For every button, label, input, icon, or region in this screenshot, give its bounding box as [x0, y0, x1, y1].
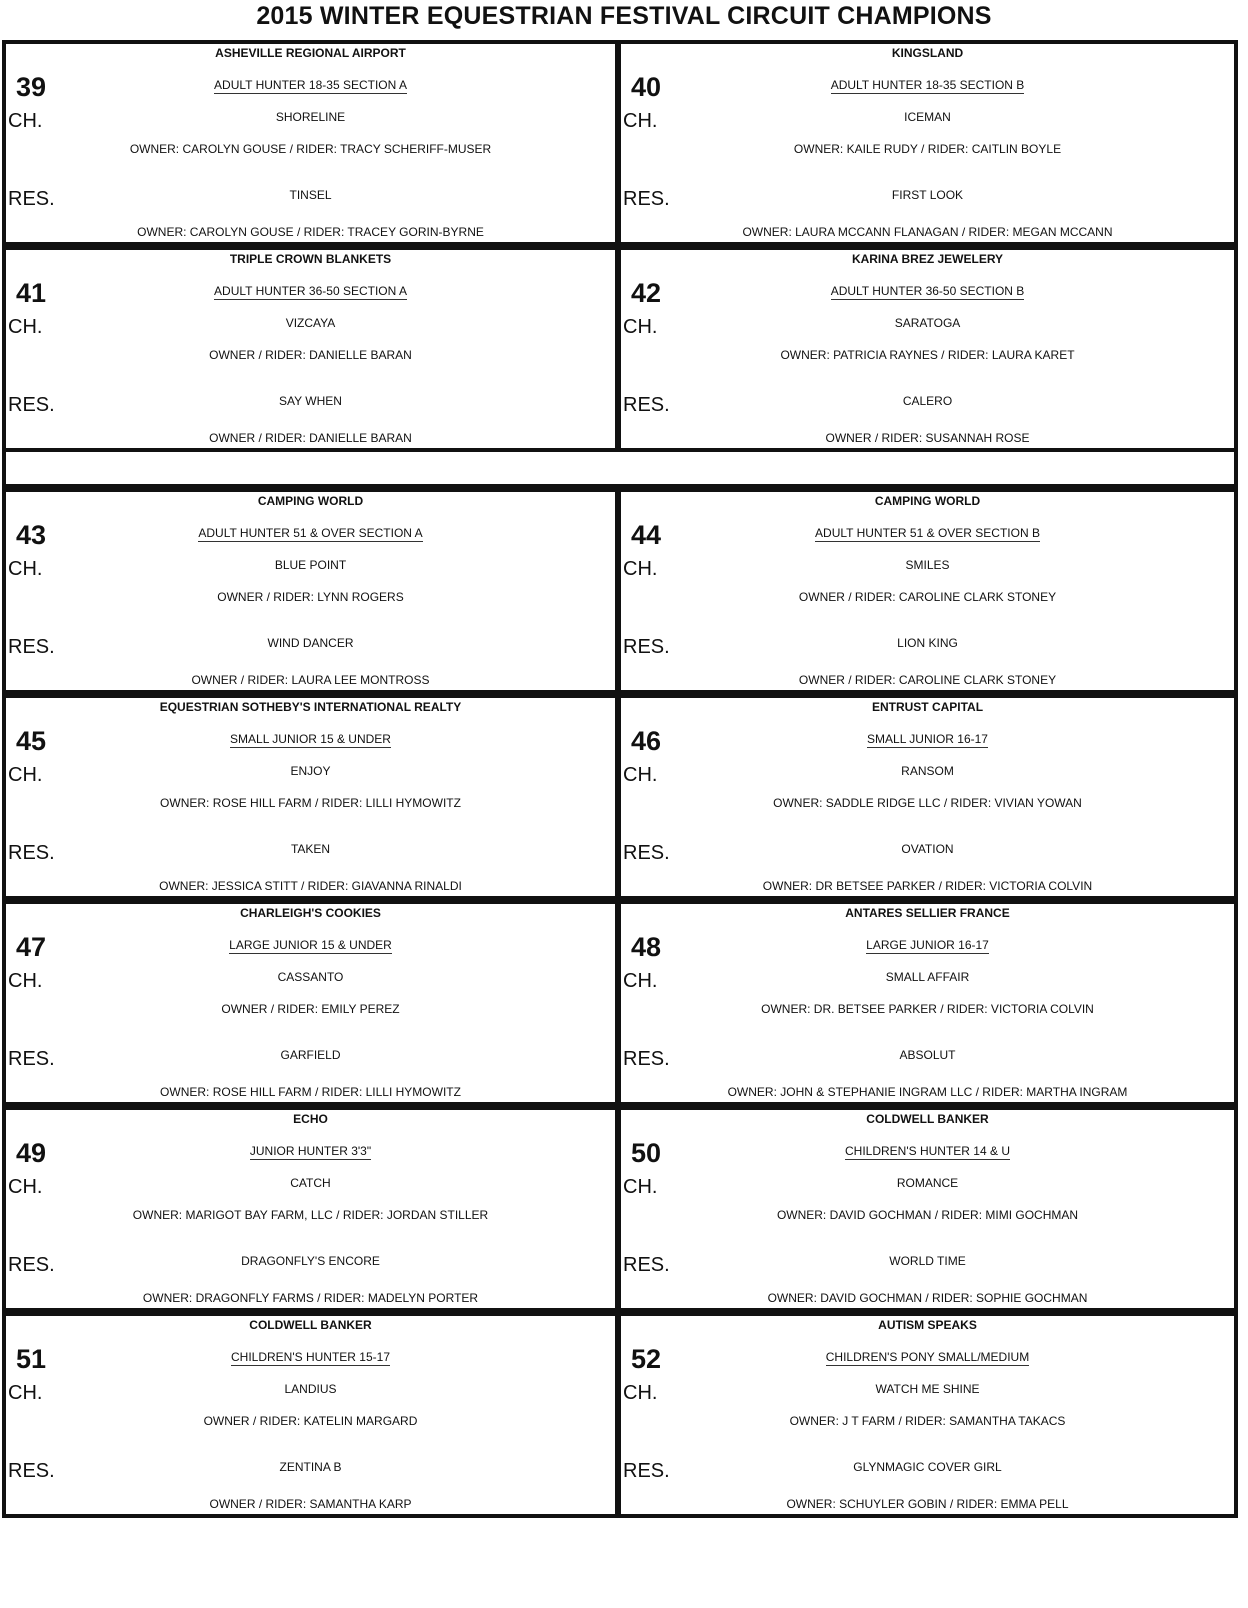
champion-owner-rider: OWNER / RIDER: CAROLINE CLARK STONEY [798, 590, 1057, 604]
reserve-label: RES. [8, 188, 55, 210]
reserve-label: RES. [8, 842, 55, 864]
reserve-horse: ZENTINA B [279, 1460, 342, 1474]
class-number: 51 [16, 1344, 47, 1374]
champion-horse: VIZCAYA [285, 316, 336, 330]
reserve-owner-rider: OWNER: DR BETSEE PARKER / RIDER: VICTORIA COLVIN [762, 878, 1093, 893]
reserve-horse: CALERO [902, 394, 953, 408]
reserve-label: RES. [623, 636, 670, 658]
champion-label: CH. [623, 558, 658, 580]
reserve-owner-rider: OWNER / RIDER: CAROLINE CLARK STONEY [798, 672, 1057, 687]
class-title-text: ADULT HUNTER 36-50 SECTION B [830, 284, 1025, 298]
reserve-horse: ABSOLUT [899, 1048, 956, 1062]
champion-label: CH. [8, 1176, 43, 1198]
class-title-text: ADULT HUNTER 18-35 SECTION A [214, 78, 407, 92]
reserve-horse: WIND DANCER [267, 636, 354, 650]
reserve-horse: OVATION [901, 842, 954, 856]
class-title [6, 938, 615, 952]
champion-horse: BLUE POINT [274, 558, 347, 572]
sponsor-name: ECHO [293, 1112, 328, 1126]
reserve-label: RES. [623, 842, 670, 864]
class-number: 52 [631, 1344, 662, 1374]
sponsor-name: EQUESTRIAN SOTHEBY'S INTERNATIONAL REALTY [159, 700, 462, 714]
champion-label: CH. [623, 1382, 658, 1404]
class-number: 50 [631, 1138, 662, 1168]
reserve-owner-rider: OWNER / RIDER: DANIELLE BARAN [209, 430, 412, 445]
table-row [2, 694, 1238, 900]
class-title-text: CHILDREN'S HUNTER 14 & U [845, 1144, 1010, 1158]
class-title-text: ADULT HUNTER 51 & OVER SECTION A [198, 526, 423, 540]
champion-owner-rider: OWNER / RIDER: KATELIN MARGARD [203, 1414, 418, 1428]
class-title [621, 284, 1234, 298]
class-title-text: CHILDREN'S PONY SMALL/MEDIUM [825, 1350, 1030, 1364]
reserve-owner-rider: OWNER / RIDER: SAMANTHA KARP [209, 1496, 412, 1511]
sponsor-name: ENTRUST CAPITAL [871, 700, 984, 714]
champion-horse: SARATOGA [894, 316, 961, 330]
champion-owner-rider: OWNER: SADDLE RIDGE LLC / RIDER: VIVIAN YOWAN [773, 796, 1082, 810]
class-title-text: ADULT HUNTER 36-50 SECTION A [214, 284, 407, 298]
reserve-owner-rider: OWNER: JESSICA STITT / RIDER: GIAVANNA RINALDI [159, 878, 462, 893]
champion-owner-rider: OWNER: DR. BETSEE PARKER / RIDER: VICTORIA COLVIN [761, 1002, 1094, 1016]
class-title [621, 526, 1234, 540]
class-title [6, 1144, 615, 1158]
reserve-horse: TAKEN [290, 842, 331, 856]
class-title [621, 1350, 1234, 1364]
entry-cell [617, 246, 1238, 452]
page-title: 2015 WINTER EQUESTRIAN FESTIVAL CIRCUIT CHAMPIONS [256, 2, 992, 30]
reserve-label: RES. [8, 394, 55, 416]
reserve-label: RES. [623, 1048, 670, 1070]
champion-label: CH. [623, 1176, 658, 1198]
class-title-text: ADULT HUNTER 18-35 SECTION B [830, 78, 1025, 92]
class-title [6, 1350, 615, 1364]
reserve-horse: FIRST LOOK [891, 188, 964, 202]
reserve-horse: WORLD TIME [889, 1254, 966, 1268]
class-title [6, 526, 615, 540]
champion-horse: ICEMAN [904, 110, 951, 124]
champion-owner-rider: OWNER: MARIGOT BAY FARM, LLC / RIDER: JORDAN STILLER [132, 1208, 489, 1222]
entry-cell [2, 40, 619, 246]
class-title [6, 284, 615, 298]
reserve-owner-rider: OWNER: DRAGONFLY FARMS / RIDER: MADELYN PORTER [142, 1290, 479, 1305]
table-row [2, 1106, 1238, 1312]
entry-cell [2, 1312, 619, 1518]
class-number: 40 [631, 72, 662, 102]
sponsor-name: COLDWELL BANKER [866, 1112, 989, 1126]
reserve-label: RES. [8, 1460, 55, 1482]
champion-horse: SHORELINE [275, 110, 346, 124]
champion-horse: LANDIUS [284, 1382, 337, 1396]
blank-divider-row [2, 452, 1238, 488]
reserve-horse: LION KING [897, 636, 958, 650]
sponsor-name: KINGSLAND [891, 46, 964, 60]
sponsor-name: CAMPING WORLD [257, 494, 364, 508]
reserve-label: RES. [623, 1460, 670, 1482]
class-title-text: LARGE JUNIOR 16-17 [866, 938, 989, 952]
table-row [2, 246, 1238, 452]
reserve-owner-rider: OWNER: DAVID GOCHMAN / RIDER: SOPHIE GOCHMAN [767, 1290, 1088, 1305]
table-row [2, 900, 1238, 1106]
sponsor-name: ASHEVILLE REGIONAL AIRPORT [215, 46, 406, 60]
entry-cell [2, 246, 619, 452]
class-number: 43 [16, 520, 47, 550]
class-number: 46 [631, 726, 662, 756]
reserve-owner-rider: OWNER: LAURA MCCANN FLANAGAN / RIDER: MEGAN MCCANN [742, 224, 1113, 239]
class-title-text: LARGE JUNIOR 15 & UNDER [229, 938, 392, 952]
entry-cell [617, 1312, 1238, 1518]
class-number: 47 [16, 932, 47, 962]
reserve-horse: SAY WHEN [279, 394, 342, 408]
class-title [6, 78, 615, 92]
reserve-label: RES. [8, 636, 55, 658]
champion-owner-rider: OWNER: PATRICIA RAYNES / RIDER: LAURA KARET [780, 348, 1075, 362]
reserve-horse: DRAGONFLY'S ENCORE [241, 1254, 380, 1268]
class-number: 41 [16, 278, 47, 308]
champion-horse: ROMANCE [896, 1176, 959, 1190]
champion-horse: SMALL AFFAIR [885, 970, 970, 984]
champion-label: CH. [623, 316, 658, 338]
champion-owner-rider: OWNER: ROSE HILL FARM / RIDER: LILLI HYMOWITZ [160, 796, 461, 810]
champion-owner-rider: OWNER / RIDER: EMILY PEREZ [221, 1002, 400, 1016]
reserve-owner-rider: OWNER: JOHN & STEPHANIE INGRAM LLC / RIDER: MARTHA INGRAM [727, 1084, 1128, 1099]
class-title-text: CHILDREN'S HUNTER 15-17 [231, 1350, 390, 1364]
champion-owner-rider: OWNER / RIDER: LYNN ROGERS [217, 590, 404, 604]
reserve-owner-rider: OWNER / RIDER: SUSANNAH ROSE [825, 430, 1030, 445]
class-title [621, 1144, 1234, 1158]
champion-label: CH. [623, 110, 658, 132]
class-title-text: ADULT HUNTER 51 & OVER SECTION B [815, 526, 1040, 540]
champion-label: CH. [8, 316, 43, 338]
sponsor-name: CAMPING WORLD [874, 494, 981, 508]
champion-horse: CASSANTO [277, 970, 344, 984]
sponsor-name: CHARLEIGH'S COOKIES [240, 906, 381, 920]
entry-cell [2, 900, 619, 1106]
entry-cell [617, 694, 1238, 900]
entry-cell [617, 1106, 1238, 1312]
class-number: 48 [631, 932, 662, 962]
table-row [2, 488, 1238, 694]
class-title [621, 732, 1234, 746]
reserve-label: RES. [623, 1254, 670, 1276]
champion-label: CH. [623, 970, 658, 992]
champions-table [2, 40, 1238, 1558]
reserve-horse: GARFIELD [280, 1048, 341, 1062]
champion-label: CH. [623, 764, 658, 786]
class-title [621, 938, 1234, 952]
champion-label: CH. [8, 558, 43, 580]
champion-label: CH. [8, 764, 43, 786]
class-number: 45 [16, 726, 47, 756]
table-row [2, 1312, 1238, 1518]
reserve-horse: GLYNMAGIC COVER GIRL [853, 1460, 1002, 1474]
champion-owner-rider: OWNER: J T FARM / RIDER: SAMANTHA TAKACS [789, 1414, 1066, 1428]
entry-cell [617, 40, 1238, 246]
class-title-text: SMALL JUNIOR 15 & UNDER [230, 732, 391, 746]
champion-horse: ENJOY [290, 764, 331, 778]
entry-cell [2, 1106, 619, 1312]
class-title-text: SMALL JUNIOR 16-17 [867, 732, 988, 746]
table-row [2, 40, 1238, 246]
reserve-owner-rider: OWNER: SCHUYLER GOBIN / RIDER: EMMA PELL [786, 1496, 1069, 1511]
reserve-label: RES. [8, 1048, 55, 1070]
class-number: 49 [16, 1138, 47, 1168]
champion-horse: RANSOM [901, 764, 954, 778]
entry-cell [2, 488, 619, 694]
entry-cell [617, 900, 1238, 1106]
reserve-owner-rider: OWNER: ROSE HILL FARM / RIDER: LILLI HYMOWITZ [160, 1084, 461, 1099]
sponsor-name: KARINA BREZ JEWELERY [851, 252, 1004, 266]
reserve-label: RES. [623, 394, 670, 416]
class-number: 44 [631, 520, 662, 550]
champion-horse: WATCH ME SHINE [875, 1382, 980, 1396]
champion-horse: CATCH [290, 1176, 331, 1190]
champion-label: CH. [8, 110, 43, 132]
reserve-owner-rider: OWNER / RIDER: LAURA LEE MONTROSS [191, 672, 430, 687]
champion-horse: SMILES [905, 558, 950, 572]
reserve-owner-rider: OWNER: CAROLYN GOUSE / RIDER: TRACEY GORIN-BYRNE [137, 224, 484, 239]
class-title [621, 78, 1234, 92]
entry-cell [2, 694, 619, 900]
class-title-text: JUNIOR HUNTER 3'3" [249, 1144, 372, 1158]
reserve-horse: TINSEL [289, 188, 332, 202]
class-number: 39 [16, 72, 47, 102]
class-number: 42 [631, 278, 662, 308]
reserve-label: RES. [8, 1254, 55, 1276]
sponsor-name: AUTISM SPEAKS [878, 1318, 977, 1332]
sponsor-name: COLDWELL BANKER [249, 1318, 372, 1332]
entry-cell [617, 488, 1238, 694]
champion-owner-rider: OWNER / RIDER: DANIELLE BARAN [209, 348, 412, 362]
reserve-label: RES. [623, 188, 670, 210]
sponsor-name: ANTARES SELLIER FRANCE [845, 906, 1010, 920]
champion-owner-rider: OWNER: CAROLYN GOUSE / RIDER: TRACY SCHERIFF-MUSER [129, 142, 492, 156]
champion-owner-rider: OWNER: KAILE RUDY / RIDER: CAITLIN BOYLE [793, 142, 1062, 156]
sponsor-name: TRIPLE CROWN BLANKETS [229, 252, 392, 266]
champion-label: CH. [8, 1382, 43, 1404]
class-title [6, 732, 615, 746]
champion-label: CH. [8, 970, 43, 992]
champion-owner-rider: OWNER: DAVID GOCHMAN / RIDER: MIMI GOCHMAN [776, 1208, 1079, 1222]
